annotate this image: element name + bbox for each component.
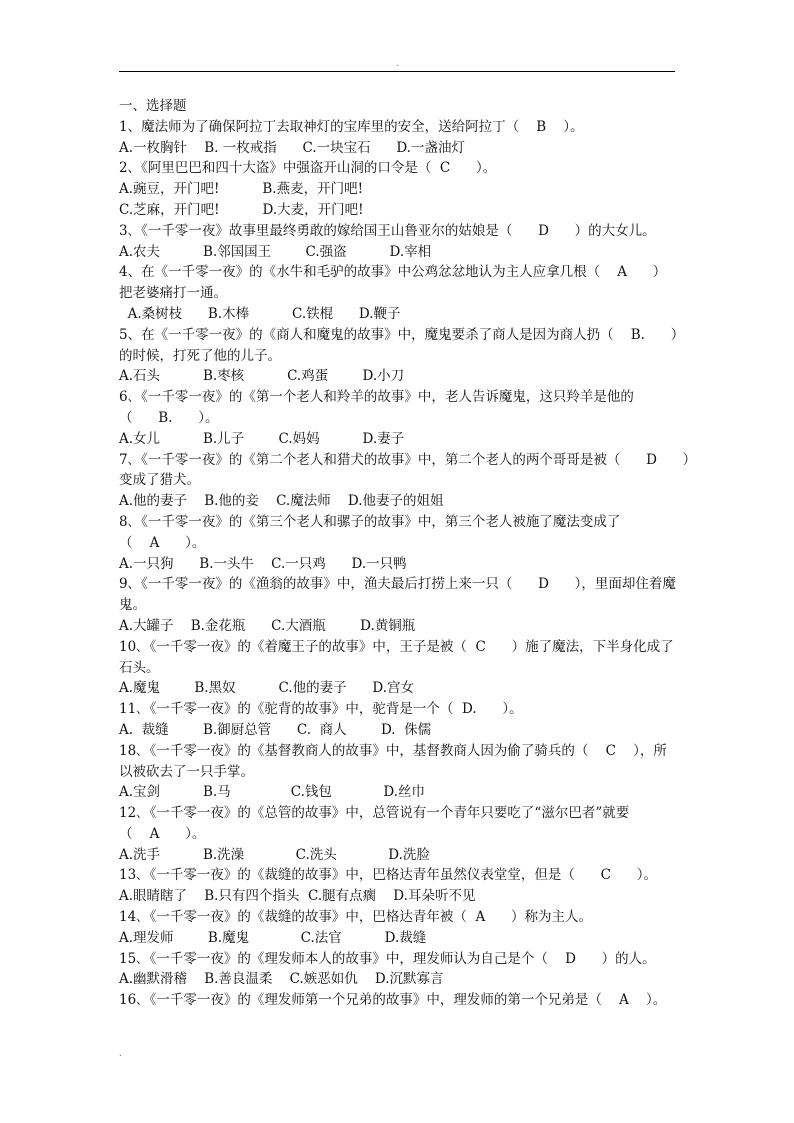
question-8-cont: （ A ）。 bbox=[119, 534, 206, 551]
question-3: 3､《一千零一夜》故事里最终勇敢的嫁给国王山鲁亚尔的姑娘是（ D ）的大女儿。 bbox=[119, 222, 656, 239]
question-7-options: A.他的妻子 B.他的妾 C.魔法师 D.他妻子的姐姐 bbox=[119, 493, 444, 510]
question-9-cont: 鬼。 bbox=[119, 597, 146, 614]
question-11-options: A. 裁缝 B.御厨总管 C. 商人 D. 侏儒 bbox=[119, 721, 432, 738]
section-heading: 一、选择题 bbox=[119, 98, 187, 114]
document-body bbox=[119, 96, 697, 1011]
question-14-options: A.理发师 B.魔鬼 C.法官 D.裁缝 bbox=[119, 929, 427, 946]
question-7-cont: 变成了猎犬。 bbox=[119, 472, 200, 489]
question-6: 6､《一千零一夜》的《第一个老人和羚羊的故事》中，老人告诉魔鬼，这只羚羊是他的 bbox=[119, 389, 634, 406]
question-4: 4、在《一千零一夜》的《水牛和毛驴的故事》中公鸡忿忿地认为主人应拿几根（ A ） bbox=[119, 264, 667, 281]
question-5: 5、在《一千零一夜》的《商人和魔鬼的故事》中，魔鬼要杀了商人是因为商人扔（ B. ） bbox=[119, 326, 685, 343]
question-1-options: A.一枚胸针 B. 一枚戒指 C.一块宝石 D.一盏油灯 bbox=[119, 139, 465, 156]
question-2-options-cd: C.芝麻，开门吧! D.大麦，开门吧! bbox=[119, 201, 364, 218]
question-4-cont: 把老婆痛打一通。 bbox=[119, 285, 227, 302]
question-18-cont: 以被砍去了一只手掌。 bbox=[119, 763, 254, 780]
question-11: 11､《一千零一夜》的《驼背的故事》中，驼背是一个（ D. ）。 bbox=[119, 701, 523, 718]
question-4-options: A.桑树枝 B.木棒 C.铁棍 D.鞭子 bbox=[119, 305, 401, 322]
question-18-options: A.宝剑 B.马 C.钱包 D.丝巾 bbox=[119, 784, 426, 801]
question-5-cont: 的时候，打死了他的儿子。 bbox=[119, 347, 281, 364]
question-5-options: A.石头 B.枣核 C.鸡蛋 D.小刀 bbox=[119, 368, 405, 385]
question-18: 18､《一千零一夜》的《基督教商人的故事》中，基督教商人因为偷了骑兵的（ C ），所 bbox=[119, 742, 667, 759]
question-12-options: A.洗手 B.洗澡 C.洗头 D.洗脸 bbox=[119, 846, 430, 863]
question-15-options: A.幽默滑稽 B.善良温柔 C.嫉恶如仇 D.沉默寡言 bbox=[119, 971, 444, 988]
question-16: 16､《一千零一夜》的《理发师第一个兄弟的故事》中，理发师的第一个兄弟是（ A ）。 bbox=[119, 992, 667, 1009]
question-1: 1、魔法师为了确保阿拉丁去取神灯的宝库里的安全，送给阿拉丁（ B ）。 bbox=[119, 118, 584, 135]
footer-mark: . bbox=[119, 1049, 122, 1058]
question-9-options: A.大罐子 B.金花瓶 C.大酒瓶 D.黄铜瓶 bbox=[119, 617, 416, 634]
question-10-cont: 石头。 bbox=[119, 659, 160, 676]
question-2: 2､《阿里巴巴和四十大盗》中强盗开山洞的口令是（ C ）。 bbox=[119, 160, 497, 177]
question-10-options: A.魔鬼 B.黑奴 C.他的妻子 D.宫女 bbox=[119, 680, 415, 697]
question-10: 10､《一千零一夜》的《着魔王子的故事》中，王子是被（ C ）施了魔法，下半身化成了 bbox=[119, 638, 674, 655]
question-6-options: A.女儿 B.儿子 C.妈妈 D.妻子 bbox=[119, 430, 405, 447]
question-3-options: A.农夫 B.邻国国王 C.强盗 D.宰相 bbox=[119, 243, 432, 260]
question-14: 14､《一千零一夜》的《裁缝的故事》中，巴格达青年被（ A ）称为主人。 bbox=[119, 909, 593, 926]
question-12: 12､《一千零一夜》的《总管的故事》中，总管说有一个青年只要吃了“滋尔巴者”就要 bbox=[119, 805, 630, 822]
question-9: 9､《一千零一夜》的《渔翁的故事》中，渔夫最后打捞上来一只（ D ），里面却住着魔 bbox=[119, 576, 676, 593]
question-2-options-ab: A.豌豆，开门吧! B.燕麦，开门吧! bbox=[119, 181, 364, 198]
question-7: 7､《一千零一夜》的《第二个老人和猎犬的故事》中，第二个老人的两个哥哥是被（ D ） bbox=[119, 451, 697, 468]
question-12-cont: （ A ）。 bbox=[119, 825, 206, 842]
header-rule bbox=[119, 71, 675, 72]
header-mark: . bbox=[396, 59, 399, 68]
question-13-options: A.眼睛瞎了 B.只有四个指头 C.腿有点瘸 D.耳朵听不见 bbox=[119, 888, 476, 905]
question-8: 8､《一千零一夜》的《第三个老人和骡子的故事》中，第三个老人被施了魔法变成了 bbox=[119, 513, 621, 530]
question-15: 15､《一千零一夜》的《理发师本人的故事》中，理发师认为自己是个（ D ）的人。 bbox=[119, 950, 656, 967]
question-6-cont: （ B. ）。 bbox=[119, 409, 219, 426]
question-8-options: A.一只狗 B.一头牛 C.一只鸡 D.一只鸭 bbox=[119, 555, 407, 572]
question-13: 13､《一千零一夜》的《裁缝的故事》中，巴格达青年虽然仪表堂堂，但是（ C ）。 bbox=[119, 867, 658, 884]
